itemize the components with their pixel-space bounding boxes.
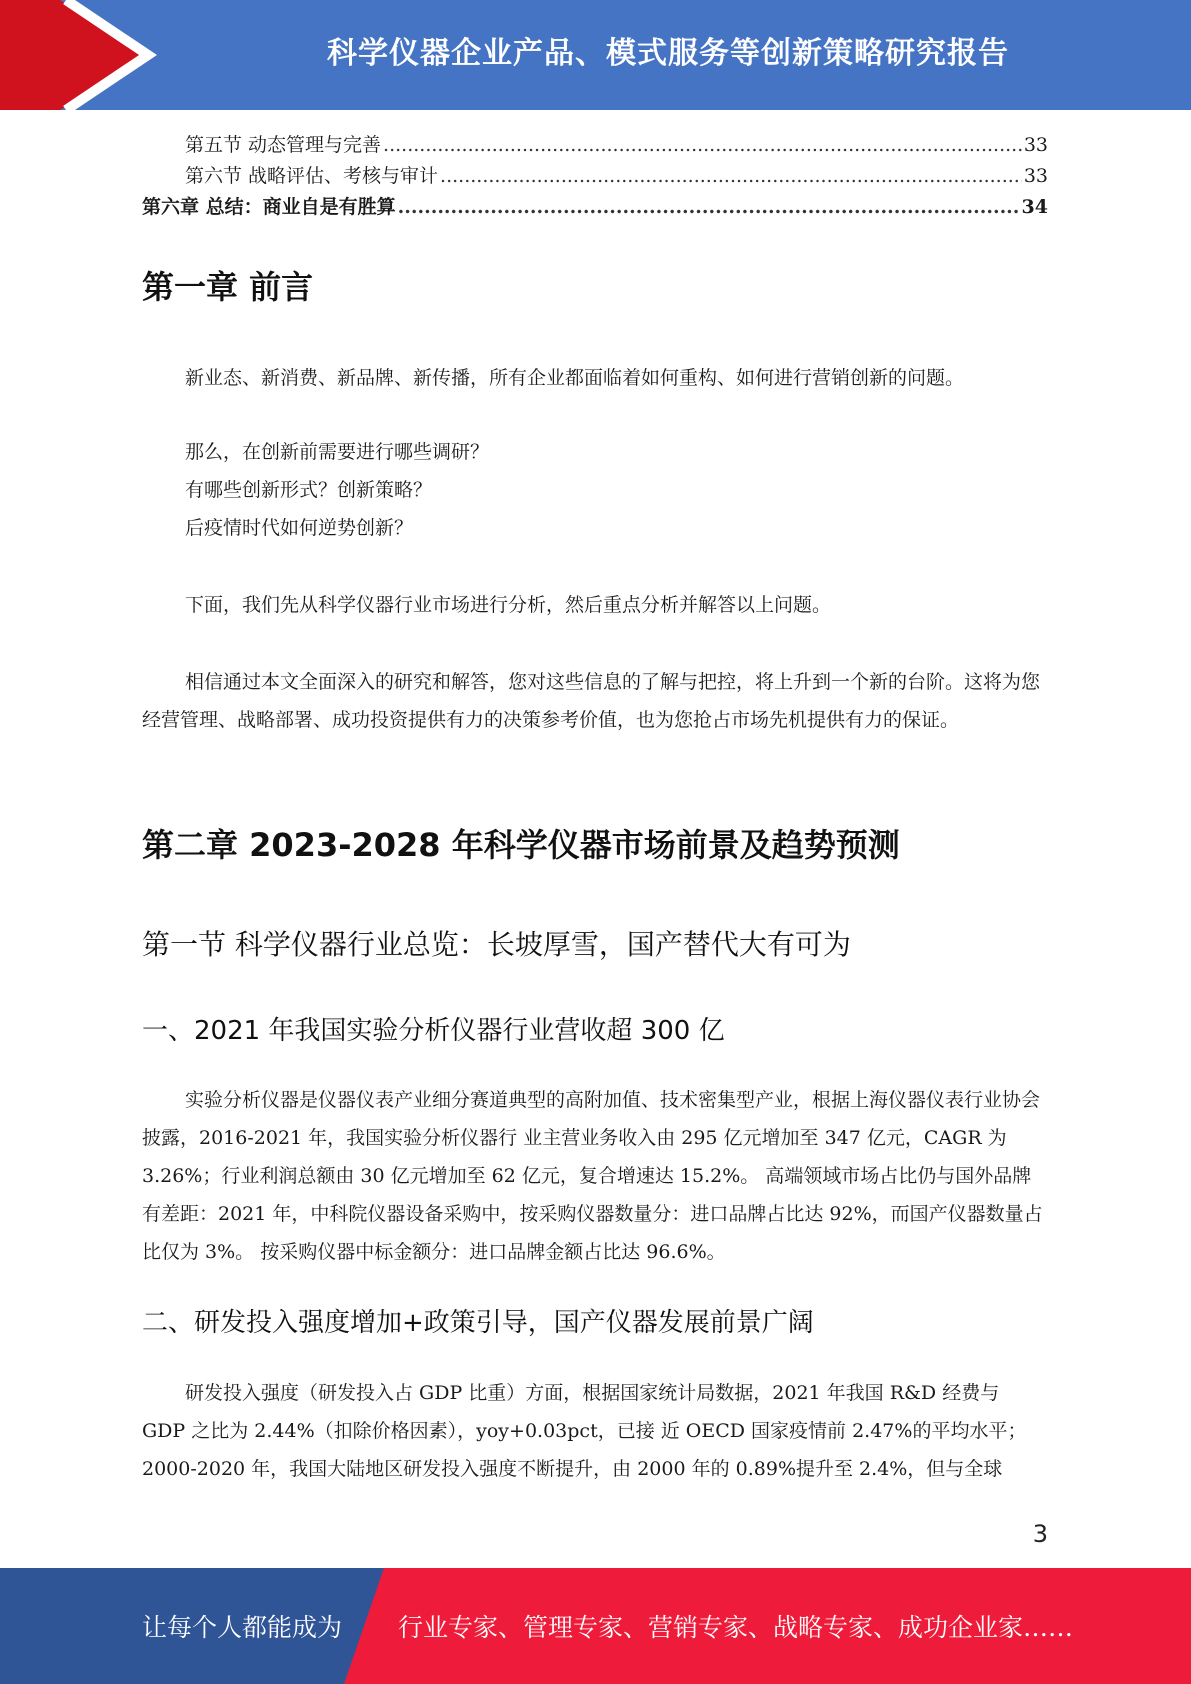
chapter-2-heading: 第二章 2023-2028 年科学仪器市场前景及趋势预测 (142, 826, 900, 864)
chapter-1-paragraph-1: 新业态、新消费、新品牌、新传播，所有企业都面临着如何重构、如何进行营销创新的问题。 (185, 367, 965, 389)
toc-entry-page: 33 (1023, 134, 1048, 156)
question-line-3: 后疫情时代如何逆势创新？ (185, 517, 414, 539)
chapter-2-paragraph-1: 实验分析仪器是仪器仪表产业细分赛道典型的高附加值、技术密集型产业，根据上海仪器仪表行业协会披露，2016-2021 年，我国实验分析仪器行 业主营业务收入由 295 亿元增加至 347 亿元，CAGR 为 3.26%；行业利润总额由 30 亿元增加至 62 亿元，复合增速达 15.2%。 高端领域市场占比仍与国外品牌有差距：2021 年，中科院仪器设备采购中，按采购仪器数量分：进口品牌占比达 92%，而国产仪器数量占比仅为 3%。 按采购仪器中标金额分：进口品牌金额占比达 96.6%。 (142, 1089, 1043, 1263)
page-header (0, 0, 1191, 110)
chapter-2-paragraph-2: 研发投入强度（研发投入占 GDP 比重）方面，根据国家统计局数据，2021 年我国 R&D 经费与 GDP 之比为 2.44%（扣除价格因素），yoy+0.03pct，已接 近 OECD 国家疫情前 2.47%的平均水平；2000-2020 年，我国大陆地区研发投入强度不断提升，由 2000 年的 0.89%提升至 2.4%，但与全球 (142, 1382, 1027, 1480)
page-number: 3 (1032, 1520, 1048, 1548)
chapter-1-heading: 第一章 前言 (142, 268, 314, 306)
toc-entry[interactable] (142, 130, 1048, 161)
toc-entry[interactable] (142, 161, 1048, 192)
toc-entry-label: 第五节 动态管理与完善 (185, 134, 382, 156)
chapter-1-paragraph-2: 下面，我们先从科学仪器行业市场进行分析，然后重点分析并解答以上问题。 (185, 594, 832, 616)
toc-entry-label: 第六节 战略评估、考核与审计 (185, 165, 439, 187)
footer-slogan-left: 让每个人都能成为 (142, 1613, 343, 1642)
table-of-contents (142, 130, 1048, 223)
toc-leader-dots (398, 192, 1020, 223)
toc-leader-dots (383, 130, 1022, 161)
section-1-heading: 第一节 科学仪器行业总览：长坡厚雪，国产替代大有可为 (142, 928, 851, 961)
report-title: 科学仪器企业产品、模式服务等创新策略研究报告 (327, 36, 1009, 71)
footer-slogan-right: 行业专家、管理专家、营销专家、战略专家、成功企业家…… (398, 1613, 1074, 1642)
toc-leader-dots (440, 161, 1022, 192)
chapter-1-paragraph-3: 相信通过本文全面深入的研究和解答，您对这些信息的了解与把控，将上升到一个新的台阶。这将为您经营管理、战略部署、成功投资提供有力的决策参考价值，也为您抢占市场先机提供有力的保证。 (142, 671, 1041, 731)
toc-entry-label: 第六章 总结：商业自是有胜算 (142, 196, 396, 218)
question-line-1: 那么，在创新前需要进行哪些调研？ (185, 441, 490, 463)
toc-entry-page: 33 (1023, 165, 1048, 187)
toc-entry-page: 34 (1021, 196, 1048, 218)
page-footer (0, 1568, 1191, 1684)
subsection-2-heading: 二、研发投入强度增加+政策引导，国产仪器发展前景广阔 (142, 1308, 814, 1338)
subsection-1-heading: 一、2021 年我国实验分析仪器行业营收超 300 亿 (142, 1016, 725, 1046)
question-line-2: 有哪些创新形式？创新策略？ (185, 479, 433, 501)
toc-entry[interactable] (142, 192, 1048, 223)
